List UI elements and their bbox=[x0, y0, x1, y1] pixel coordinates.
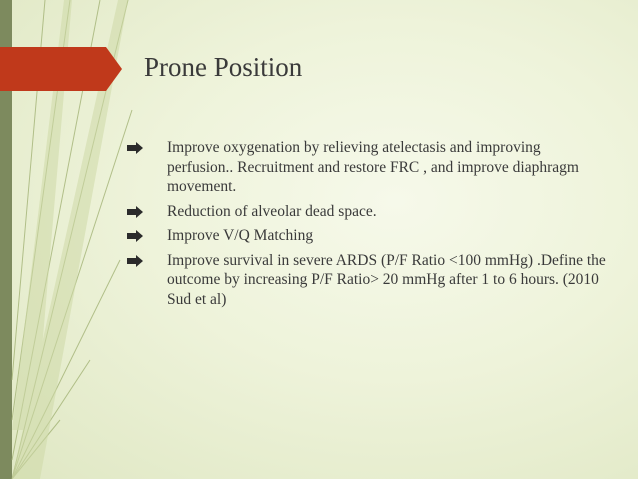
arrow-bullet-icon bbox=[127, 206, 143, 218]
bullet-text: Improve oxygenation by relieving atelectasis and improving perfusion.. Recruitment and restore FRC , and improve diaphragm movement. bbox=[167, 139, 579, 195]
title-accent-tab bbox=[0, 47, 122, 91]
bullet-item bbox=[127, 251, 607, 310]
slide-title: Prone Position bbox=[144, 52, 303, 82]
bullet-text: Reduction of alveolar dead space. bbox=[167, 202, 377, 220]
arrow-bullet-icon bbox=[127, 255, 143, 267]
arrow-bullet-icon bbox=[127, 142, 143, 154]
bullet-item bbox=[127, 138, 607, 197]
bullet-text: Improve survival in severe ARDS (P/F Ratio <100 mmHg) .Define the outcome by increasing P/F Ratio> 20 mmHg after 1 to 6 hours. (2010 Sud et al) bbox=[167, 251, 606, 308]
bullet-text: Improve V/Q Matching bbox=[167, 227, 314, 244]
bullet-list bbox=[127, 138, 607, 314]
arrow-bullet-icon bbox=[127, 230, 143, 242]
bullet-item bbox=[127, 202, 607, 222]
bullet-item bbox=[127, 226, 607, 246]
